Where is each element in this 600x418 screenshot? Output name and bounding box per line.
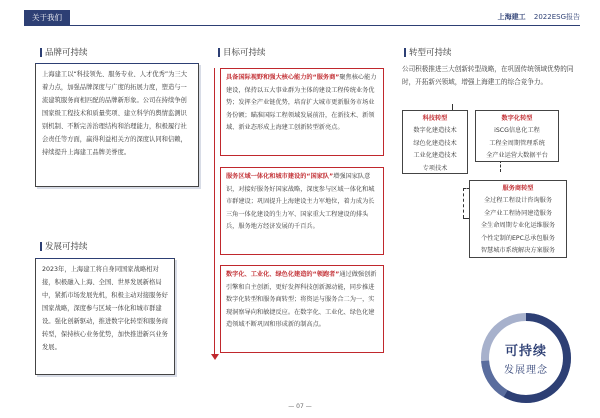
transform-intro: 公司积极推进三大创新转型战略，在巩固传统领域优势的同时，开拓新兴领域，增强上海建工的综合竞争力。 bbox=[402, 65, 574, 86]
title-bar bbox=[218, 48, 220, 57]
target-block-1 bbox=[220, 68, 384, 156]
target-block-3-lead: 数字化、工业化、绿色化建造的“领跑者” bbox=[226, 271, 340, 278]
tech-transform-box bbox=[402, 110, 468, 174]
digital-transform-box bbox=[475, 110, 559, 162]
title-bar bbox=[404, 48, 406, 57]
list-item: 全生命周期专业化运维服务 bbox=[480, 222, 556, 230]
brand-box bbox=[35, 63, 199, 187]
list-item: 专项技术 bbox=[422, 164, 448, 172]
connector-line bbox=[463, 188, 464, 218]
development-box bbox=[35, 258, 175, 375]
report-header bbox=[498, 12, 580, 22]
list-item: 全产业工程协同建造服务 bbox=[483, 209, 553, 217]
badge-line-1: 可持续 bbox=[504, 344, 547, 359]
list-item: 数字化建造技术 bbox=[413, 127, 457, 135]
title-bar bbox=[40, 48, 42, 57]
title-bar bbox=[40, 242, 42, 251]
development-text: 2023年，上海建工将自身同国家战略相对接，积极融入上海、全国、世界发展新格局中，紧抓市场发展先机，积极主动对接服务好国家战略，深度参与区域一体化和城市群建设。强化创新驱动，推进数字化转型和服务商转型，保持核心业务优势，加快推进新兴业务发展。 bbox=[42, 266, 168, 351]
list-item: iSCG信息化工程 bbox=[494, 127, 540, 135]
transform-title bbox=[404, 46, 452, 58]
target-title bbox=[218, 46, 266, 58]
header-divider bbox=[24, 25, 580, 26]
target-block-3 bbox=[220, 265, 384, 353]
digital-transform-title: 数字化转型 bbox=[501, 115, 533, 122]
sustainability-badge bbox=[478, 310, 574, 406]
report-name: 2022ESG报告 bbox=[533, 13, 580, 21]
target-block-2-lead: 服务区域一体化和城市建设的“国家队” bbox=[226, 173, 334, 180]
target-block-1-text: 聚焦核心能力建设，保持以五大事业群为主体的建设工程传统业务优势；发挥全产业链优势，培育扩大城市更新服务市场业务份额；瞄准国际工程领域发展前沿，在新技术、新领域、新业态形成上海建工创新转型新亮点。 bbox=[226, 74, 377, 132]
service-transform-box bbox=[469, 180, 567, 258]
org-name: 上海建工 bbox=[497, 13, 526, 21]
target-arrow-icon bbox=[211, 354, 219, 360]
service-transform-title: 服务商转型 bbox=[502, 185, 534, 192]
section-tab: 关于我们 bbox=[24, 10, 70, 25]
target-block-2-text: 增强国家队意识，对接好服务好国家战略，深度参与区域一体化和城市群建设；巩固提升上海建设主力军地位，着力成为长三角一体化建设的生力军、国家重大工程建设的排头兵，服务地方经济发展的千百兵。 bbox=[226, 173, 375, 231]
development-title-text: 发展可持续 bbox=[45, 242, 88, 252]
brand-text: 上海建工以“科技领先、服务专业、人才优秀”为三大着力点，加强品牌深度与广度的拓展力度，塑造与一流建筑服务商相匹配的品牌新形象。公司在持续争创国家级工程技术和质量奖项、建立科学的舆情监测识别机制、不断完善治理结构和治理能力，积极履行社会责任等方面，赢得利益相关方的深度认同和信赖，持续提升上海建工品牌美誉度。 bbox=[42, 71, 188, 156]
badge-text bbox=[478, 310, 574, 406]
target-block-2 bbox=[220, 167, 384, 255]
badge-line-2: 发展理念 bbox=[504, 365, 548, 376]
list-item: 绿色化建造技术 bbox=[413, 139, 457, 147]
brand-title-text: 品牌可持续 bbox=[45, 48, 88, 58]
list-item: 智慧城市系统解决方案服务 bbox=[480, 247, 556, 255]
transform-title-text: 转型可持续 bbox=[409, 48, 452, 58]
development-title bbox=[40, 240, 88, 252]
target-connector-line bbox=[214, 68, 215, 354]
list-item: 工程全周期管理系统 bbox=[489, 139, 545, 147]
target-block-3-text: 通过做强创新引擎和自主创新，更好发挥科技创新源动能，同步推进数字化转型和服务商转型；将资运与服务合二为一，实现洞察导向和敏捷反应。在数字化、工业化、绿色化建造领域不断巩固和形成新的制高点。 bbox=[226, 271, 377, 329]
list-item: 全产业运营大数据平台 bbox=[486, 152, 548, 160]
list-item: 个性定制的EPC总承包服务 bbox=[481, 234, 555, 242]
brand-title bbox=[40, 46, 88, 58]
target-title-text: 目标可持续 bbox=[223, 48, 266, 58]
list-item: 全过程工程设计咨询服务 bbox=[483, 197, 553, 205]
page-number: — 07 — bbox=[288, 403, 312, 410]
list-item: 工业化建造技术 bbox=[413, 152, 457, 160]
tech-transform-title: 科技转型 bbox=[422, 115, 448, 122]
target-block-1-lead: 具备国际视野和强大核心能力的“服务商” bbox=[226, 74, 340, 81]
